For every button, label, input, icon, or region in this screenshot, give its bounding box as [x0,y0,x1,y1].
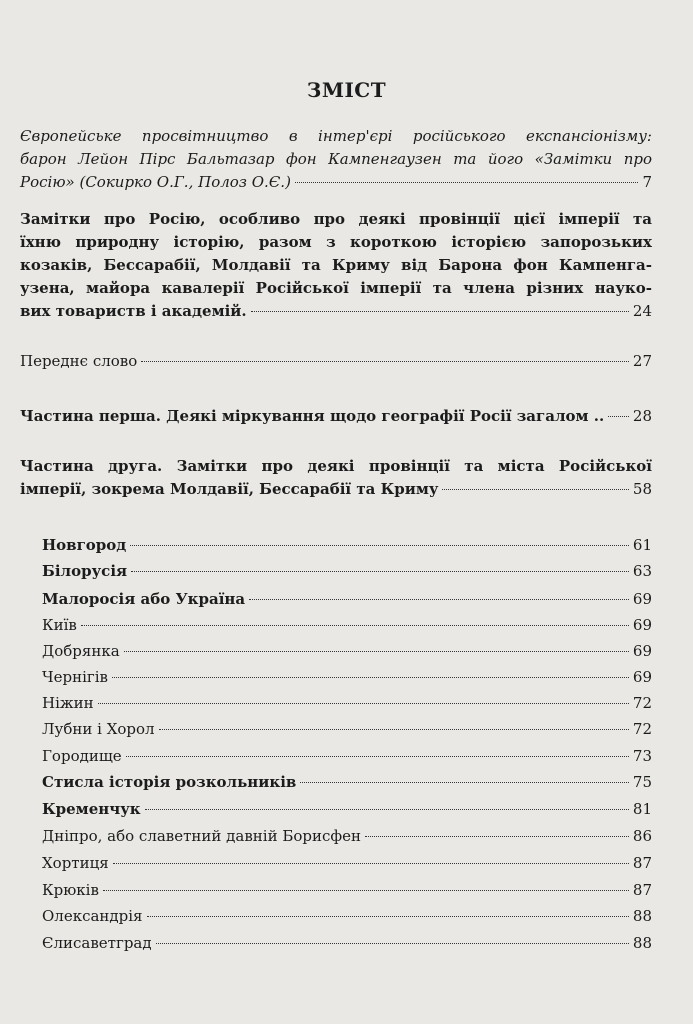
toc-entry-text: імперії, зокрема Молдавії, Бессарабії та Криму [20,480,439,498]
toc-entry-text: Київ [42,616,77,634]
toc-leader-dots [113,863,629,864]
toc-page-number: 61 [632,536,652,554]
toc-leader-dots [112,677,629,678]
page-title: ЗМІСТ [306,78,387,102]
toc-entry-text: Лубни і Хорол [42,720,155,738]
toc-leader-dots [141,361,629,362]
toc-leader-dots [98,703,629,704]
toc-entry-text: вих товариств і академій. [20,302,247,320]
toc-page-number: 69 [632,590,652,608]
toc-page-number: 69 [632,668,652,686]
toc-leader-dots [159,729,629,730]
toc-page-number: 73 [632,747,652,765]
toc-entry [42,879,652,902]
toc-entry-text: Городище [42,747,122,765]
toc-entry [42,932,652,955]
toc-entry [42,745,652,768]
toc-entry-text: Замітки про Росію, особливо про деякі провінції цієї імперії та [20,210,652,228]
toc-page-number: 72 [632,720,652,738]
toc-entry-text: Білорусія [42,562,128,580]
toc-leader-dots [103,890,629,891]
toc-entry-text: козаків, Бессарабії, Молдавії та Криму від Барона фон Кампенга- [20,256,652,274]
toc-entry [20,208,652,323]
toc-entry [42,798,652,821]
toc-page-number: 28 [632,407,652,425]
toc-page-number: 58 [632,480,652,498]
toc-page-number: 24 [632,302,652,320]
toc-page-number: 69 [632,642,652,660]
toc-entry [42,852,652,875]
toc-entry [20,125,652,194]
toc-entry-text: Хортиця [42,854,109,872]
toc-entry [42,534,652,557]
toc-leader-dots [365,836,629,837]
toc-entry [42,614,652,637]
toc-entry-text: Крюків [42,881,99,899]
toc-entry [42,692,652,715]
toc-entry [42,666,652,689]
toc-entry-text: Єлисаветград [42,934,152,952]
toc-entry-text: їхню природну історію, разом з короткою історією запорозьких [20,233,652,251]
toc-entry-text: Європейське просвітництво в інтер'єрі російського експансіонізму: [20,127,652,145]
toc-entry-text: барон Лейон Пірс Бальтазар фон Кампенгаузен та його «Замітки про [20,150,652,168]
toc-entry [20,405,652,428]
toc-entry-text: Частина перша. Деякі міркування щодо географії Росії загалом .. [20,407,605,425]
toc-entry [42,640,652,663]
toc-entry [20,455,652,501]
toc-entry-text: Стисла історія розкольників [42,773,297,791]
toc-entry-text: Кременчук [42,800,141,818]
toc-page-number: 88 [632,934,652,952]
toc-entry-text: Новгород [42,536,127,554]
toc-leader-dots [131,571,629,572]
toc-page-number: 69 [632,616,652,634]
toc-leader-dots [442,489,628,490]
toc-leader-dots [130,545,629,546]
toc-page-number: 88 [632,907,652,925]
toc-leader-dots [295,182,639,183]
toc-page-number: 72 [632,694,652,712]
toc-entry [42,905,652,928]
toc-page-number: 81 [632,800,652,818]
toc-page-number: 87 [632,854,652,872]
toc-page-number: 75 [632,773,652,791]
toc-leader-dots [156,943,629,944]
toc-leader-dots [300,782,629,783]
toc-entry-text: узена, майора кавалерії Російської імперії та члена різних науко- [20,279,652,297]
toc-leader-dots [249,599,629,600]
toc-entry-text: Чернігів [42,668,108,686]
toc-entry-text: Росію» (Сокирко О.Г., Полоз О.Є.) [20,173,291,191]
toc-leader-dots [147,916,629,917]
toc-leader-dots [608,416,629,417]
toc-entry-text: Частина друга. Замітки про деякі провінції та міста Російської [20,457,652,475]
toc-leader-dots [81,625,629,626]
toc-entry [42,771,652,794]
toc-entry-text: Переднє слово [20,352,138,370]
toc-entry [42,588,652,611]
toc-leader-dots [251,311,629,312]
toc-leader-dots [126,756,629,757]
toc-page-number: 27 [632,352,652,370]
toc-leader-dots [145,809,629,810]
toc-entry-text: Добрянка [42,642,120,660]
toc-entry-text: Ніжин [42,694,94,712]
toc-entry [20,350,652,373]
toc-page-number: 63 [632,562,652,580]
toc-entry-text: Дніпро, або славетний давній Борисфен [42,827,362,845]
toc-entry [42,718,652,741]
toc-page-number: 86 [632,827,652,845]
toc-entry-text: Олександрія [42,907,143,925]
toc-entry [42,825,652,848]
toc-leader-dots [124,651,629,652]
toc-page-number: 87 [632,881,652,899]
toc-page-number: 7 [642,173,652,191]
toc-entry-text: Малоросія або Україна [42,590,246,608]
toc-entry [42,560,652,583]
